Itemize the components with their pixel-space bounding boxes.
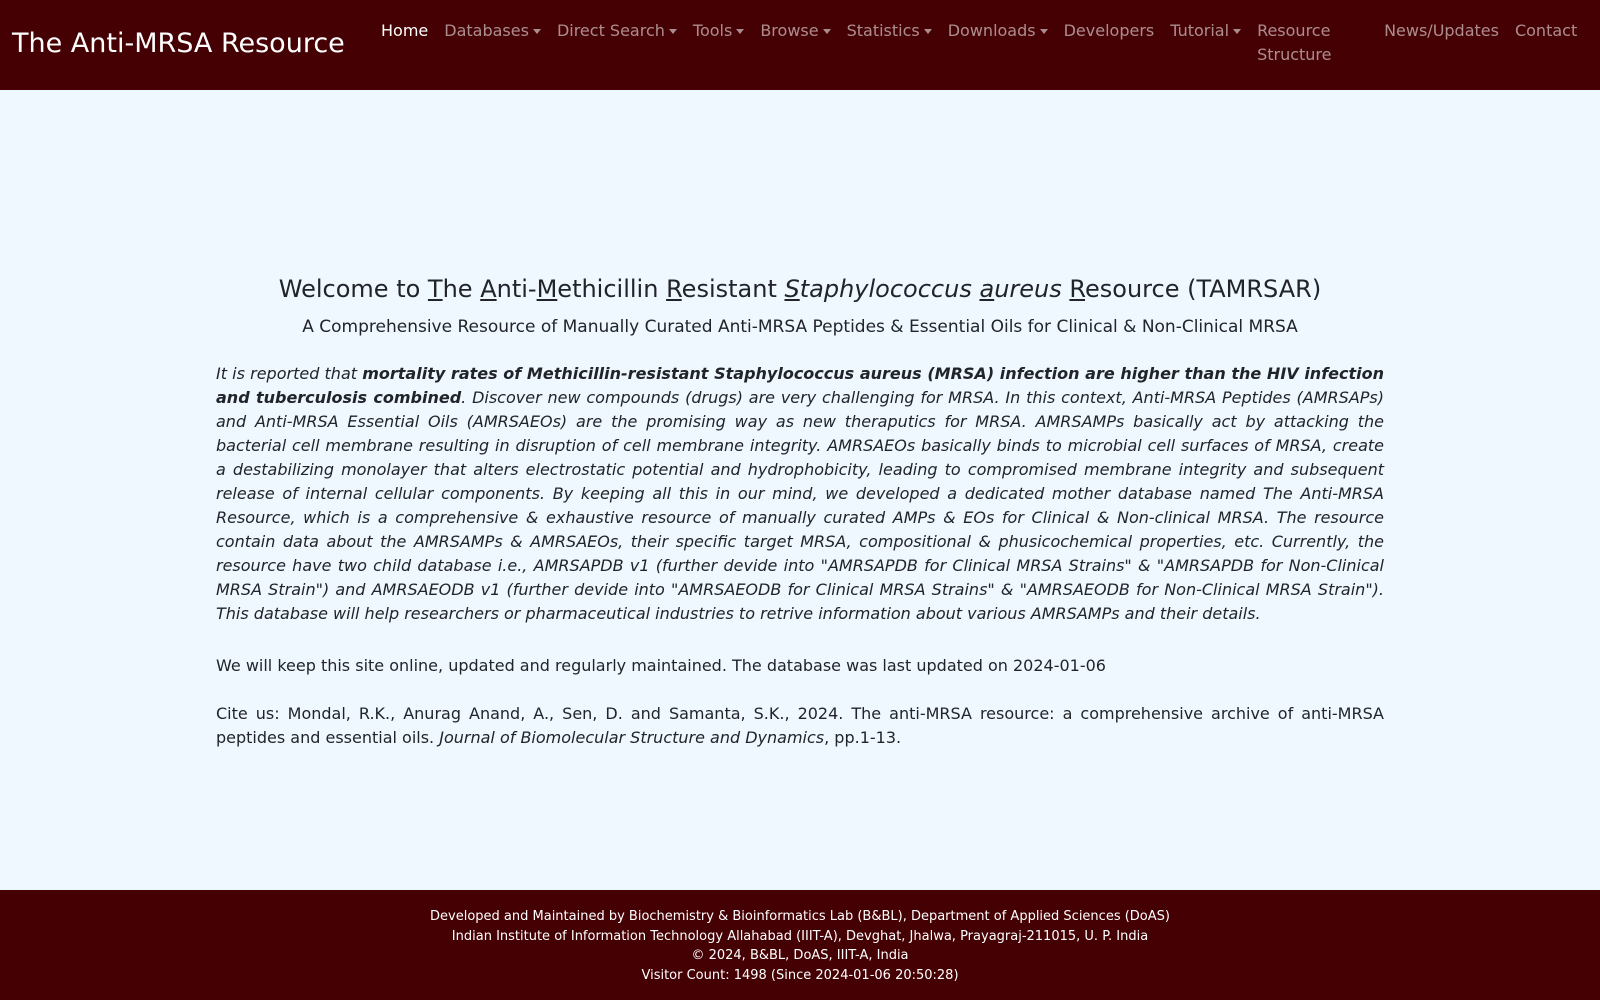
nav-browse-label: Browse <box>760 21 819 40</box>
caret-down-icon <box>924 29 932 34</box>
caret-down-icon <box>823 29 831 34</box>
caret-down-icon <box>669 29 677 34</box>
nav-menu <box>373 19 1585 67</box>
brand-link[interactable]: The Anti-MRSA Resource <box>12 28 345 59</box>
nav-direct-search-label: Direct Search <box>556 21 665 40</box>
welcome-prefix: Welcome to <box>278 275 428 303</box>
nav-contact-label: Contact <box>1514 21 1578 40</box>
welcome-word: esistant <box>681 275 785 303</box>
footer-developed-by: Developed and Maintained by Biochemistry & Bioinformatics Lab (B&BL), Department of Applied Sciences (DoAS) <box>430 909 1170 924</box>
intro-lead: It is reported that <box>216 364 363 383</box>
page-subtitle: A Comprehensive Resource of Manually Curated Anti-MRSA Peptides & Essential Oils for Clinical & Non-Clinical MRSA <box>302 317 1298 337</box>
welcome-word: ethicillin <box>557 275 667 303</box>
nav-tutorial-dropdown[interactable] <box>1162 19 1249 43</box>
nav-downloads-dropdown[interactable] <box>940 19 1056 43</box>
welcome-heading <box>216 270 1384 308</box>
nav-databases-dropdown[interactable] <box>436 19 549 43</box>
nav-statistics-dropdown[interactable] <box>839 19 940 43</box>
welcome-word: esource (TAMRSAR) <box>1085 275 1322 303</box>
nav-developers-label: Developers <box>1063 21 1155 40</box>
acronym-letter: R <box>666 275 682 303</box>
update-notice: We will keep this site online, updated and regularly maintained. The database was last updated on 2024-01-06 <box>216 656 1106 675</box>
acronym-letter: a <box>979 275 995 303</box>
nav-statistics-label: Statistics <box>846 21 920 40</box>
footer-address: Indian Institute of Information Technology Allahabad (IIIT-A), Devghat, Jhalwa, Prayagraj-211015, U. P. India <box>451 928 1149 944</box>
caret-down-icon <box>1233 29 1241 34</box>
welcome-word: he <box>442 275 481 303</box>
nav-developers[interactable] <box>1056 19 1163 43</box>
caret-down-icon <box>533 29 541 34</box>
nav-home-label: Home <box>381 21 429 40</box>
intro-rest: . Discover new compounds (drugs) are very challenging for MRSA. In this context, Anti-MRSA Peptides (AMRSAPs) and Anti-MRSA Essential Oils (AMRSAEOs) are the promising way as new theraputics for MRSA. AMRSAMPs basically act by attacking the bacterial cell membrane resulting in disruption of cell membrane integrity. AMRSAEOs basically binds to microbial cell surfaces of MRSA, create a destabilizing monolayer that alters electrostatic potential and hydrophobicity, leading to compromised membrane integrity and subsequent release of internal cellular components. By keeping all this in our mind, we developed a dedicated mother database named The Anti-MRSA Resource, which is a comprehensive & exhaustive resource of manually curated AMPs & EOs for Clinical & Non-clinical MRSA. The resource contain data about the AMRSAMPs & AMRSAEOs, their specific target MRSA, compositional & phusicochemical properties, etc. Currently, the resource have two child database i.e., AMRSAPDB v1 (further devide into "AMRSAPDB for Clinical MRSA Strains" & "AMRSAPDB for Non-Clinical MRSA Strain") and AMRSAEODB v1 (further devide into "AMRSAEODB for Clinical MRSA Strains" & "AMRSAEODB for Non-Clinical MRSA Strain"). This database will help researchers or pharmaceutical industries to retrive information about various AMRSAMPs and their details. <box>216 388 1384 623</box>
acronym-letter: A <box>480 275 497 303</box>
caret-down-icon <box>736 29 744 34</box>
nav-downloads-label: Downloads <box>947 21 1036 40</box>
nav-tools-dropdown[interactable] <box>685 19 752 43</box>
nav-tutorial-label: Tutorial <box>1170 21 1230 40</box>
intro-bold: mortality rates of Methicillin-resistant Staphylococcus aureus (MRSA) infection are higher than the HIV infection and tuberculosis combined <box>216 364 1385 407</box>
footer-visitor-count: Visitor Count: 1498 (Since 2024-01-06 20:50:28) <box>641 967 959 983</box>
nav-browse-dropdown[interactable] <box>752 19 838 43</box>
page-footer <box>0 890 1600 1000</box>
citation-journal: Journal of Biomolecular Structure and Dynamics <box>439 728 825 747</box>
welcome-word: taphylococcus <box>799 275 972 303</box>
citation-pages: , pp.1-13. <box>824 728 902 747</box>
nav-tools-label: Tools <box>692 21 733 40</box>
nav-databases-label: Databases <box>444 21 529 40</box>
main-content <box>216 270 1384 750</box>
nav-contact[interactable] <box>1507 19 1585 43</box>
acronym-letter: R <box>1069 275 1085 303</box>
nav-resource-structure-label: Resource Structure <box>1257 21 1332 64</box>
citation-text: Cite us: Mondal, R.K., Anurag Anand, A., Sen, D. and Samanta, S.K., 2024. The anti-MRSA resource: a comprehensive archive of anti-MRSA peptides and essential oils. <box>216 704 1384 747</box>
acronym-letter: S <box>784 275 800 303</box>
nav-news-updates[interactable] <box>1376 19 1507 43</box>
acronym-letter: M <box>536 275 558 303</box>
welcome-word: ureus <box>994 275 1062 303</box>
top-navbar <box>0 0 1600 90</box>
welcome-word: nti- <box>496 275 537 303</box>
nav-home[interactable] <box>373 19 436 43</box>
nav-resource-structure[interactable] <box>1249 19 1376 67</box>
nav-news-updates-label: News/Updates <box>1384 21 1499 40</box>
citation <box>216 702 1384 750</box>
caret-down-icon <box>1040 29 1048 34</box>
acronym-letter: T <box>427 275 443 303</box>
nav-direct-search-dropdown[interactable] <box>549 19 685 43</box>
intro-paragraph <box>216 362 1384 626</box>
footer-copyright: © 2024, B&BL, DoAS, IIIT-A, India <box>691 948 909 963</box>
